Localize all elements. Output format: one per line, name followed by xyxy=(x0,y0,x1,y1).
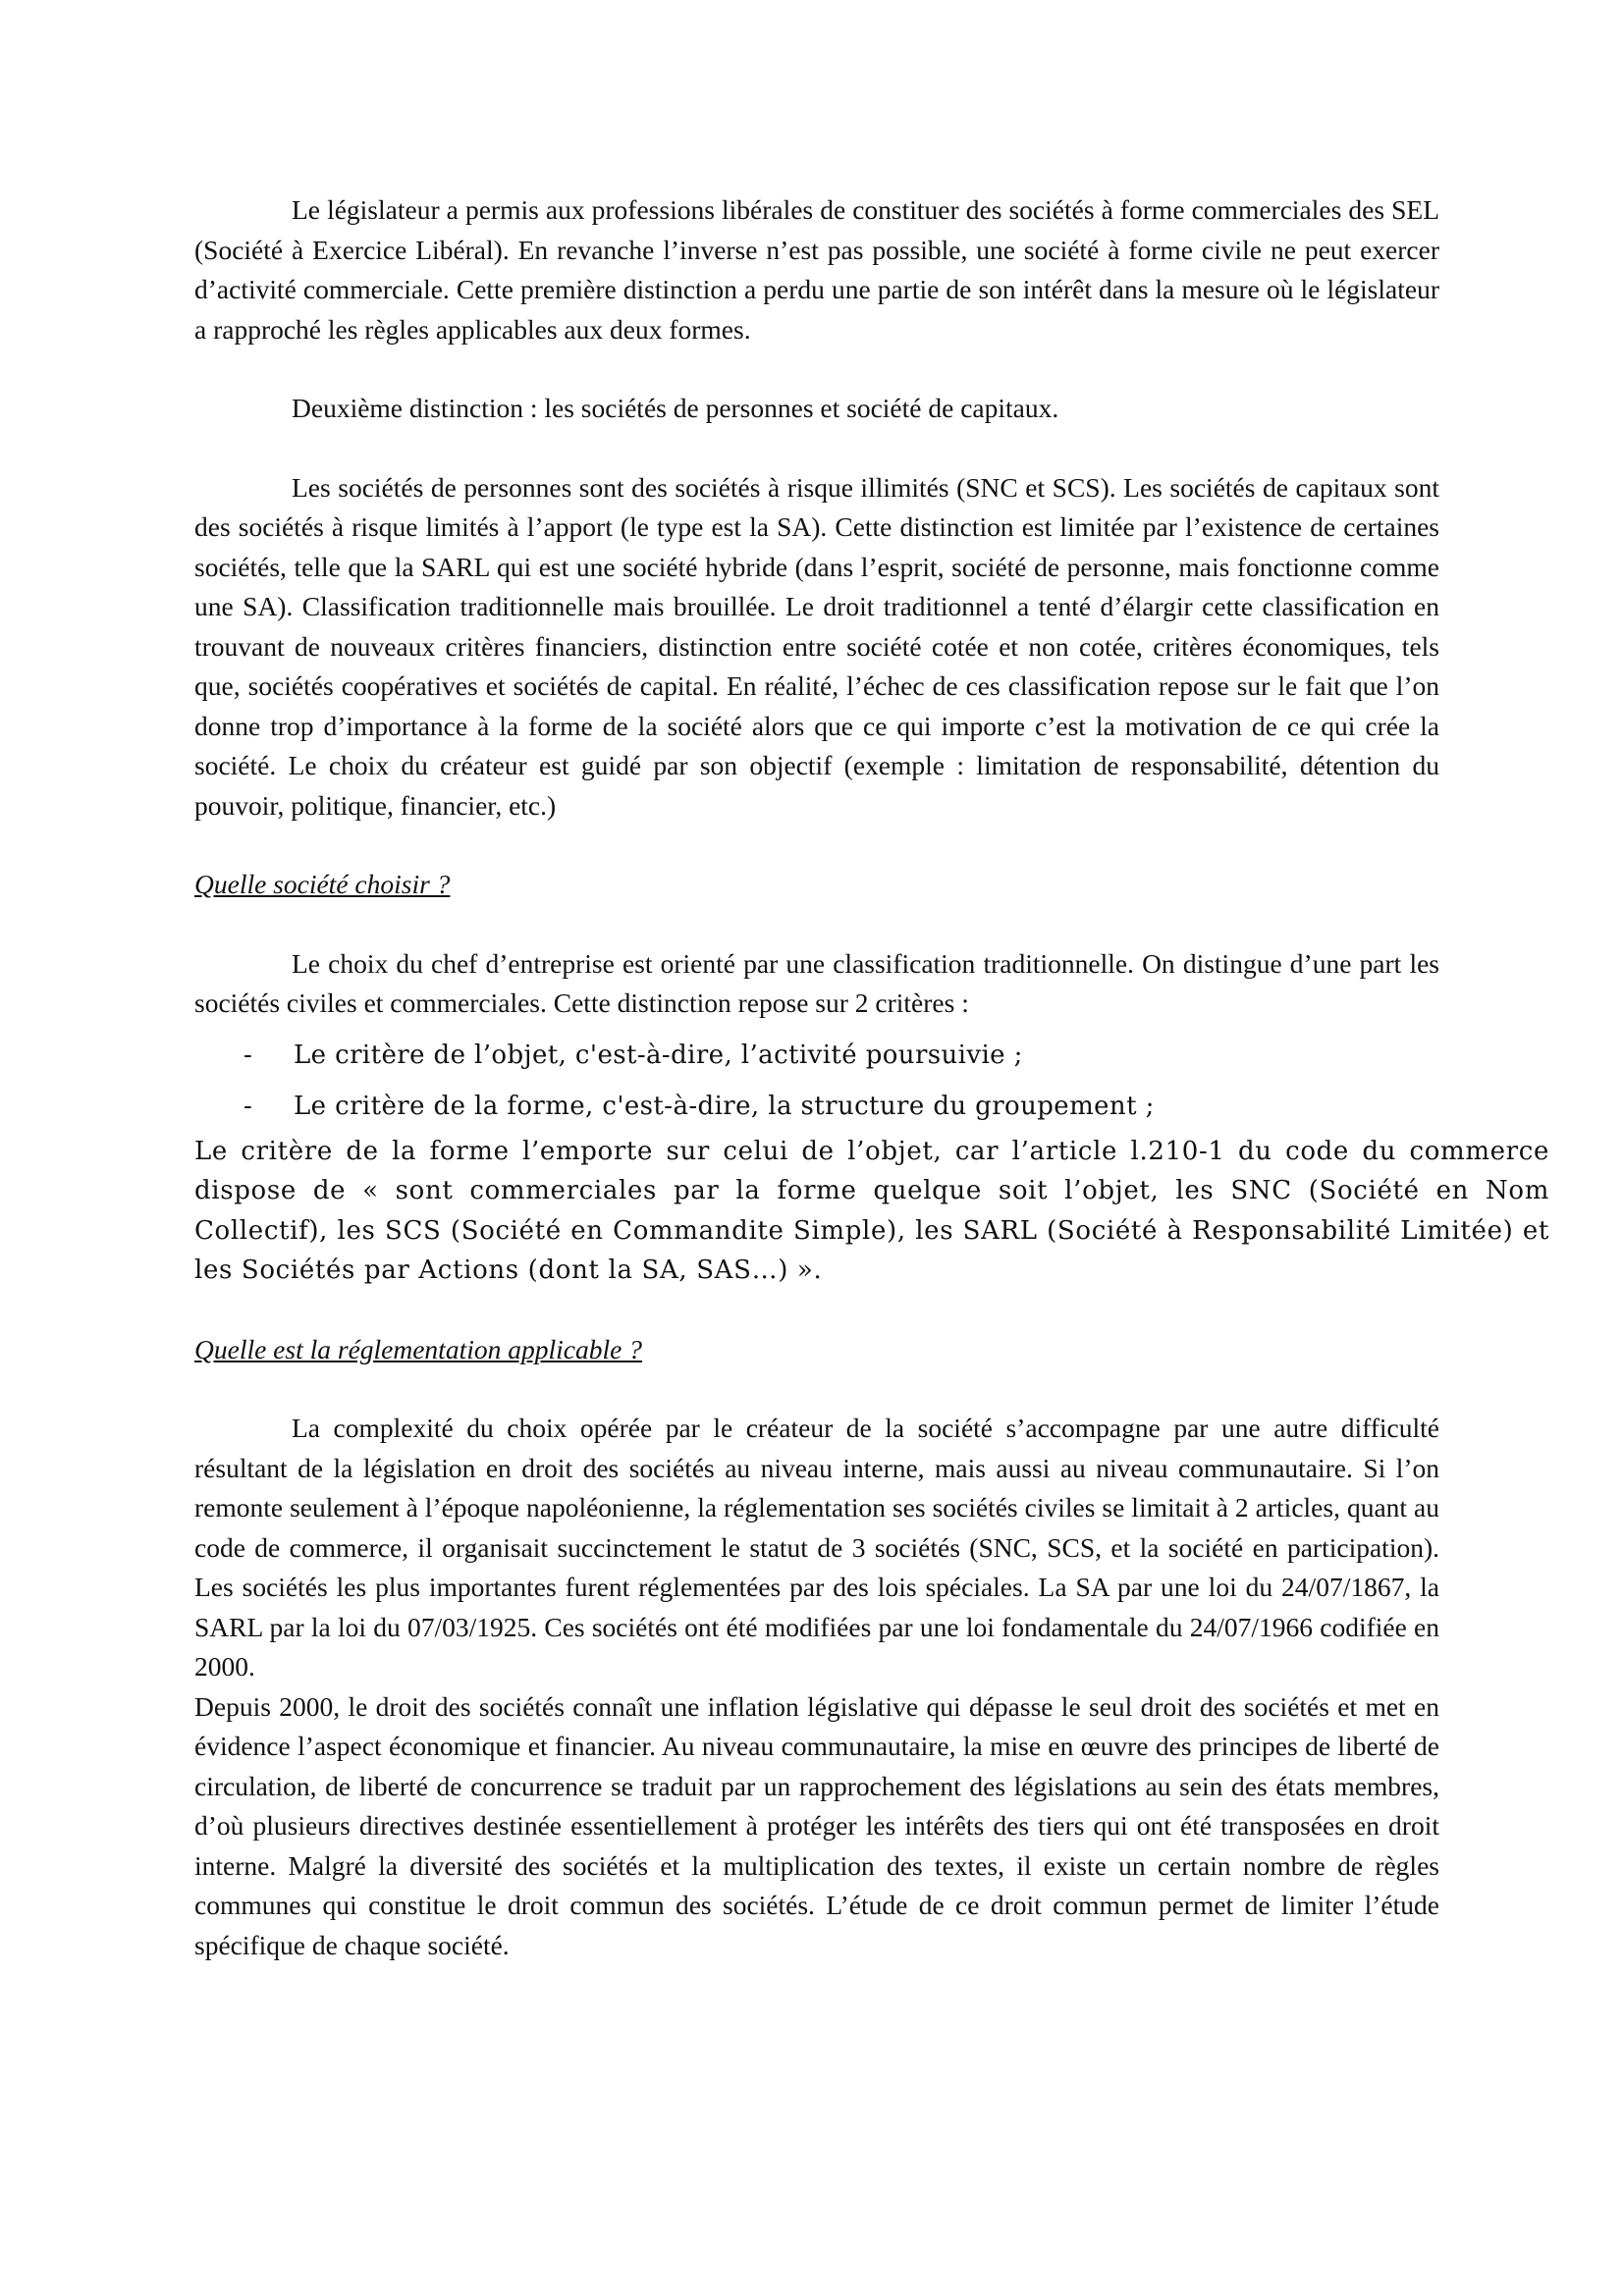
document-page xyxy=(194,190,1549,1965)
paragraph-sel-forms: Le législateur a permis aux professions libérales de constituer des sociétés à forme commerciales des SEL (Société à Exercice Libéral). En revanche l’inverse n’est pas possible, une société à forme civile ne peut exercer d’activité commerciale. Cette première distinction a perdu une partie de son intérêt dans la mesure où le législateur a rapproché les règles applicables aux deux formes. xyxy=(194,194,1439,345)
list-dash: - xyxy=(243,1091,253,1121)
paragraph-classification: Le choix du chef d’entreprise est orienté par une classification traditionnelle. On distingue d’une part les sociétés civiles et commerciales. Cette distinction repose sur 2 critères : xyxy=(194,947,1439,1018)
list-item xyxy=(194,1030,1439,1081)
paragraph-spacer xyxy=(194,905,1439,944)
paragraph-since-2000: Depuis 2000, le droit des sociétés connaît une inflation législative qui dépasse le seul droit des sociétés et met en évidence l’aspect économique et financier. Au niveau communautaire, la mise en œuvre des principes de liberté de circulation, de liberté de concurrence se traduit par un rapprochement des législations au sein des états membres, d’où plusieurs directives destinée essentiellement à protéger les intérêts des tiers qui ont été transposées en droit interne. Malgré la diversité des sociétés et la multiplication des textes, il existe un certain nombre de règles communes qui constitue le droit commun des sociétés. L’étude de ce droit commun permet de limiter l’étude spécifique de chaque société. xyxy=(194,1690,1439,1960)
paragraph-spacer xyxy=(194,1291,1439,1330)
criteria-list xyxy=(194,1030,1439,1132)
paragraph-article-210-1: Le critère de la forme l’emporte sur celui de l’objet, car l’article l.210-1 du code du commerce dispose de « sont commerciales par la forme quelque soit l’objet, les SNC (Société en Nom Collectif), les SCS (Société en Commandite Simple), les SARL (Société à Responsabilité Limitée) et les Sociétés par Actions (dont la SA, SAS…) ». xyxy=(194,1136,1549,1285)
paragraph-persons-capital: Les sociétés de personnes sont des sociétés à risque illimités (SNC et SCS). Les sociétés de capitaux sont des sociétés à risque limités à l’apport (le type est la SA). Cette distinction est limitée par l’existence de certaines sociétés, telle que la SARL qui est une société hybride (dans l’esprit, société de personne, mais fonctionne comme une SA). Classification traditionnelle mais brouillée. Le droit traditionnel a tenté d’élargir cette classification en trouvant de nouveaux critères financiers, distinction entre société cotée et non cotée, critères économiques, tels que, sociétés coopératives et sociétés de capital. En réalité, l’échec de ces classification repose sur le fait que l’on donne trop d’importance à la forme de la société alors que ce qui importe c’est la motivation de ce qui crée la société. Le choix du créateur est guidé par son objectif (exemple : limitation de responsabilité, détention du pouvoir, politique, financier, etc.) xyxy=(194,471,1439,821)
paragraph-second-distinction: Deuxième distinction : les sociétés de personnes et société de capitaux. xyxy=(292,393,1059,423)
list-dash: - xyxy=(243,1040,253,1070)
list-item xyxy=(194,1081,1439,1132)
list-item-text: Le critère de la forme, c'est-à-dire, la structure du groupement ; xyxy=(294,1091,1155,1121)
paragraph-spacer xyxy=(194,1369,1439,1409)
paragraph-spacer xyxy=(194,349,1439,389)
paragraph-regulation-history: La complexité du choix opérée par le créateur de la société s’accompagne par une autre difficulté résultant de la législation en droit des sociétés au niveau interne, mais aussi au niveau communautaire. Si l’on remonte seulement à l’époque napoléonienne, la réglementation ses sociétés civiles se limitait à 2 articles, quant au code de commerce, il organisait succinctement le statut de 3 sociétés (SNC, SCS, et la société en participation). Les sociétés les plus importantes furent réglementées par des lois spéciales. La SA par une loi du 24/07/1867, la SARL par la loi du 07/03/1925. Ces sociétés ont été modifiées par une loi fondamentale du 24/07/1966 codifiée en 2000. xyxy=(194,1413,1439,1682)
section-heading-regulation: Quelle est la réglementation applicable ? xyxy=(194,1333,642,1364)
section-heading-choice: Quelle société choisir ? xyxy=(194,869,451,899)
paragraph-spacer xyxy=(194,826,1439,865)
paragraph-spacer xyxy=(194,429,1439,468)
list-item-text: Le critère de l’objet, c'est-à-dire, l’activité poursuivie ; xyxy=(294,1040,1023,1070)
